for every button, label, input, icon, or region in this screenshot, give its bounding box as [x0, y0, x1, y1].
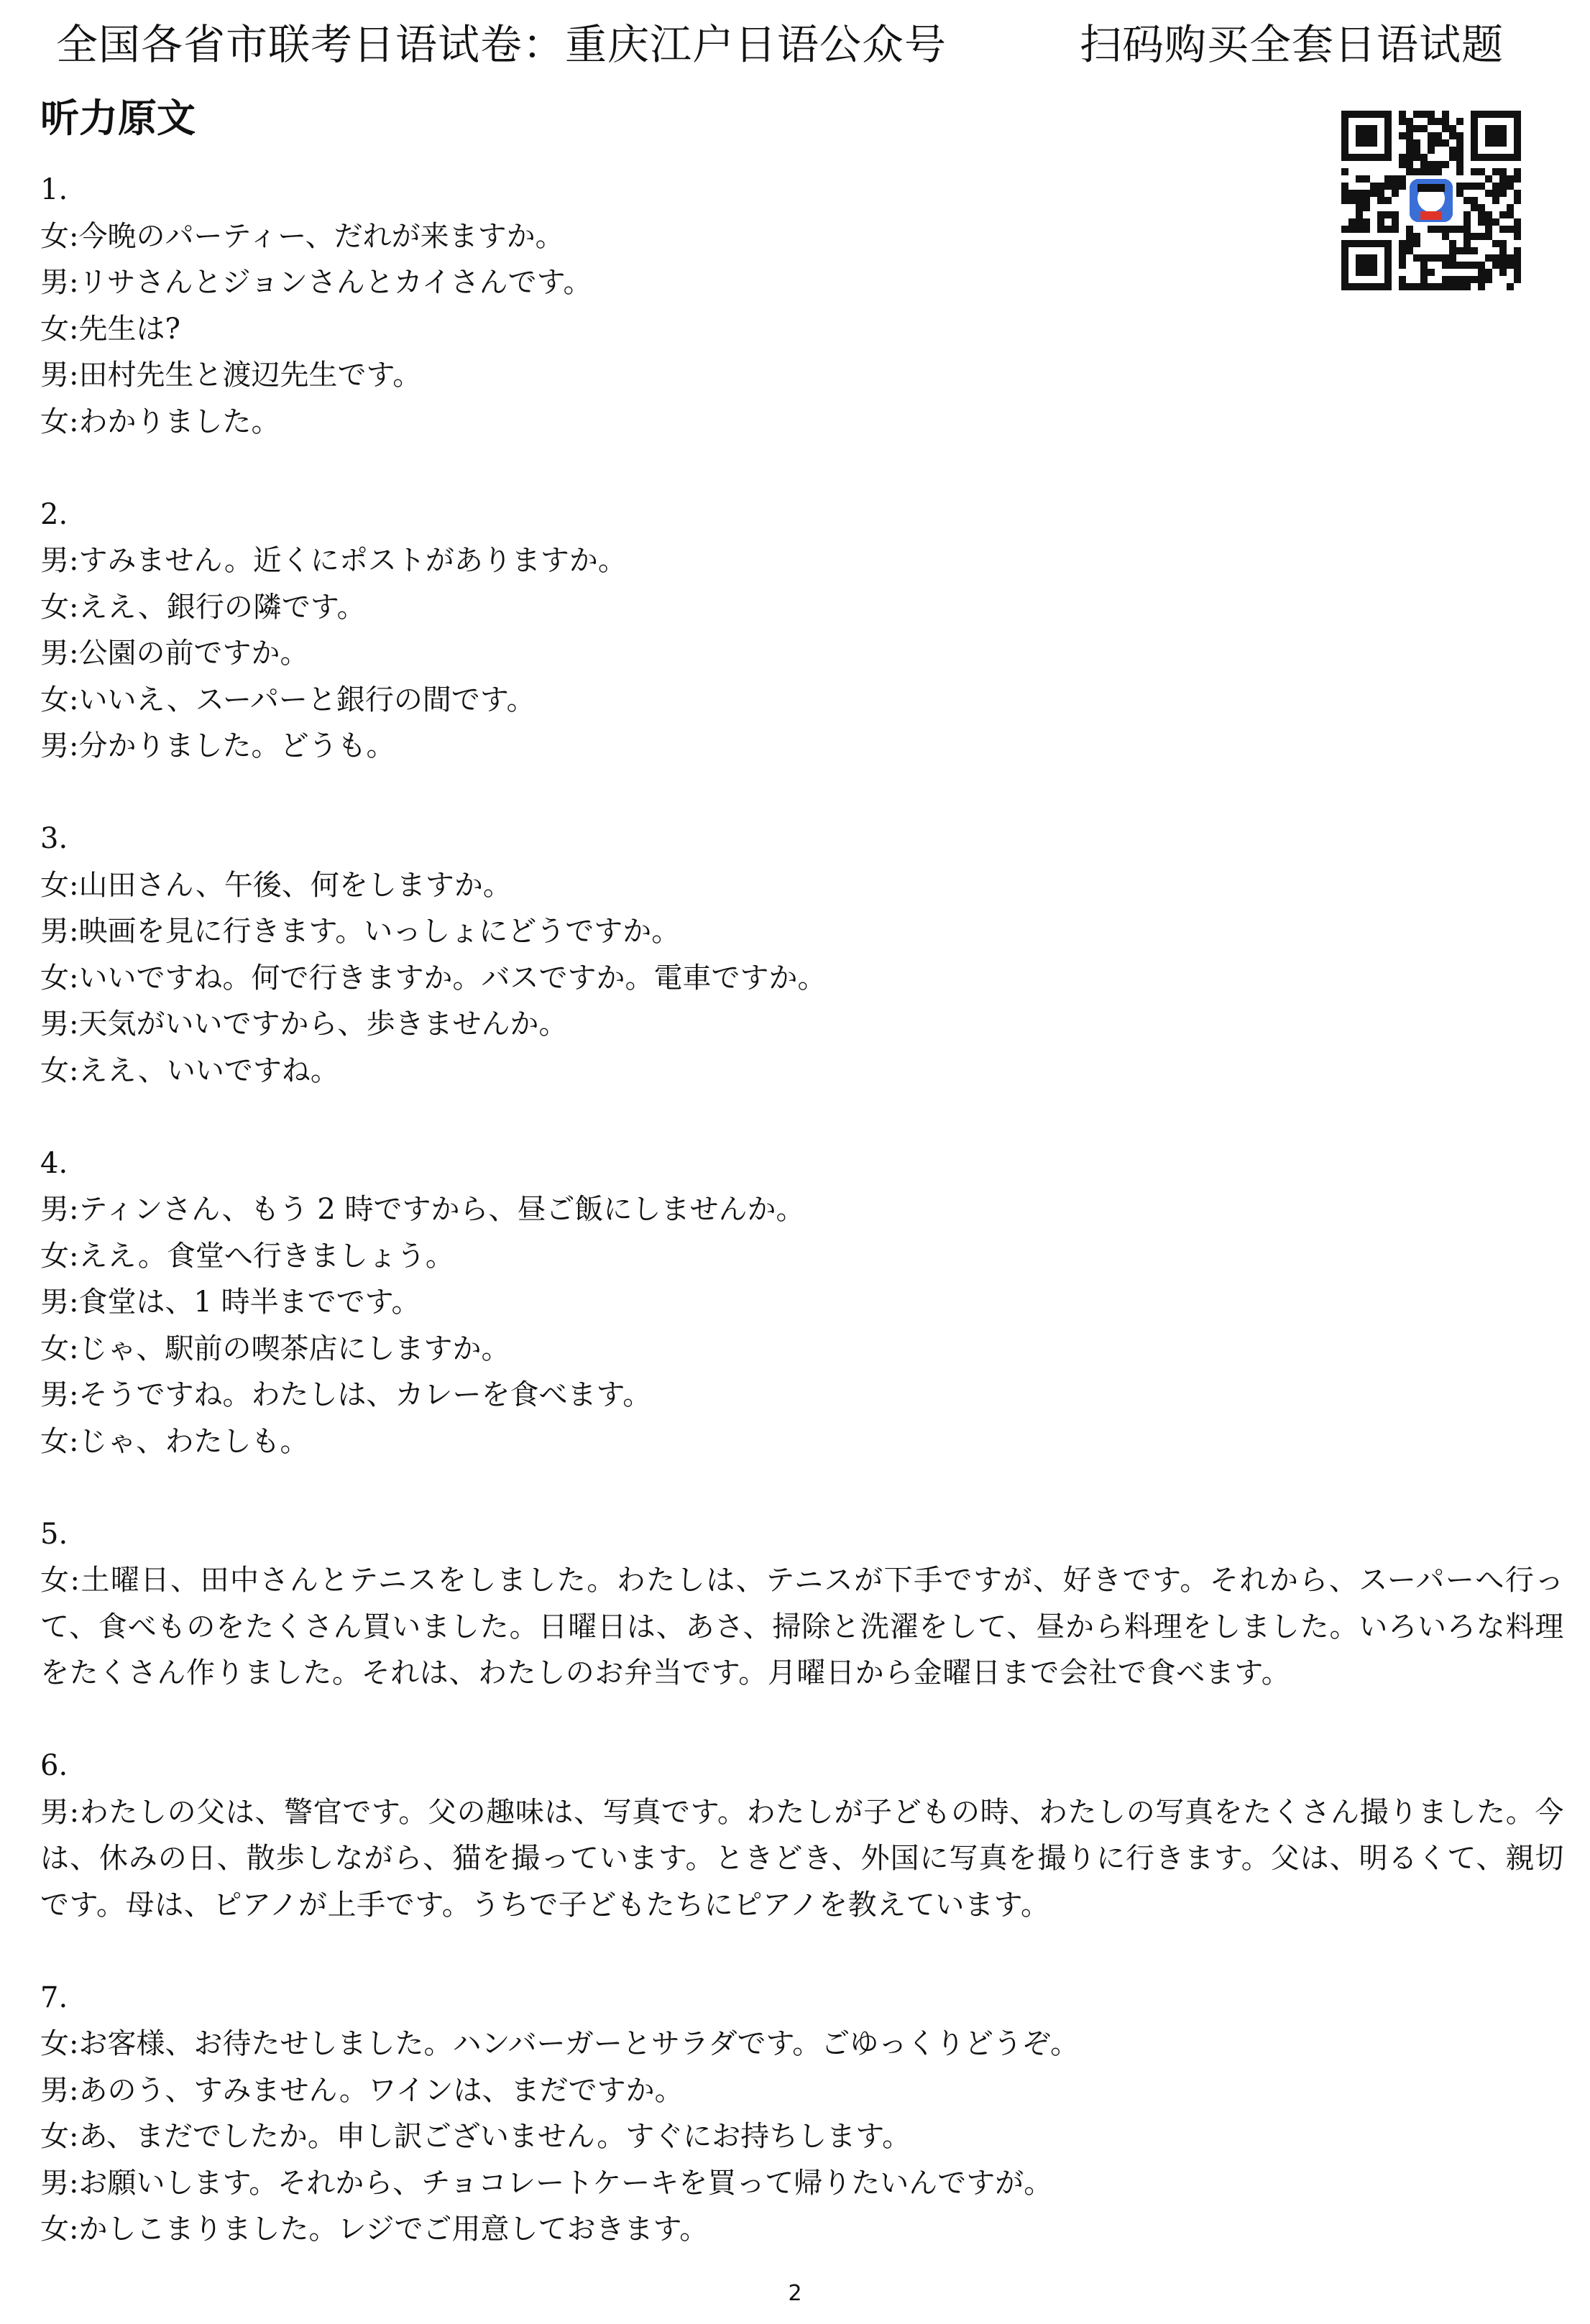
header-left-text: 全国各省市联考日语试卷：重庆江户日语公众号 [56, 20, 947, 69]
question-block-3 [40, 816, 1564, 1094]
dialogue-line: 女:お客様、お待たせしました。ハンバーガーとサラダです。ごゆっくりどうぞ。 [40, 2027, 1080, 2060]
dialogue-line: 女:かしこまりました。レジでご用意しておきます。 [40, 2213, 709, 2246]
dialogue-line: 女:ええ。食堂へ行きましょう。 [40, 1239, 454, 1273]
question-block-2 [40, 492, 1564, 770]
dialogue-line: 男:あのう、すみません。ワインは、まだですか。 [40, 2073, 684, 2107]
dialogue-line: 女:いいえ、スーパーと銀行の間です。 [40, 683, 536, 716]
section-title: 听力原文 [40, 96, 196, 141]
dialogue-line: 男:公園の前ですか。 [40, 637, 309, 670]
question-number: 2. [40, 497, 68, 531]
dialogue-line: 女:先生は? [40, 312, 180, 346]
question-block-5 [40, 1511, 1564, 1697]
dialogue-line: 女:じゃ、わたしも。 [40, 1424, 309, 1458]
question-number: 6. [40, 1749, 68, 1782]
page-header [0, 16, 1590, 73]
transcript [40, 167, 1564, 2299]
question-number: 1. [40, 173, 68, 206]
monologue-paragraph: 男:わたしの父は、警官です。父の趣味は、写真です。わたしが子どもの時、わたしの写真をたくさん撮りました。今は、休みの日、散歩しながら、猫を撮っています。ときどき、外国に写真を撮りに行きます。父は、明るくて、親切です。母は、ピアノが上手です。うちで子どもたちにピアノを教えています。 [40, 1795, 1564, 1922]
question-number: 4. [40, 1146, 68, 1180]
question-block-4 [40, 1140, 1564, 1465]
dialogue-line: 女:山田さん、午後、何をしますか。 [40, 868, 512, 902]
question-block-1 [40, 167, 1564, 445]
dialogue-line: 男:そうですね。わたしは、カレーを食べます。 [40, 1378, 652, 1411]
question-block-6 [40, 1743, 1564, 1928]
header-right-text: 扫码购买全套日语试题 [1080, 20, 1504, 69]
dialogue-line: 男:すみません。近くにポストがありますか。 [40, 544, 627, 577]
question-number: 5. [40, 1517, 68, 1551]
dialogue-line: 男:リサさんとジョンさんとカイさんです。 [40, 266, 592, 299]
question-number: 7. [40, 1981, 68, 2014]
dialogue-line: 男:ティンさん、もう 2 時ですから、昼ご飯にしませんか。 [40, 1193, 805, 1226]
dialogue-line: 女:ええ、銀行の隣です。 [40, 590, 366, 624]
monologue-paragraph: 女:土曜日、田中さんとテニスをしました。わたしは、テニスが下手ですが、好きです。それから、スーパーへ行って、食べものをたくさん買いました。日曜日は、あさ、掃除と洗濯をして、昼から料理をしました。いろいろな料理をたくさん作りました。それは、わたしのお弁当です。月曜日から金曜日まで会社で食べます。 [40, 1564, 1564, 1689]
page-number: 2 [788, 2281, 802, 2306]
dialogue-line: 女:今晩のパーティー、だれが来ますか。 [40, 219, 564, 253]
dialogue-line: 女:わかりました。 [40, 405, 280, 438]
dialogue-line: 男:天気がいいですから、歩きませんか。 [40, 1007, 568, 1041]
dialogue-line: 男:お願いします。それから、チョコレートケーキを買って帰りたいんですが。 [40, 2166, 1053, 2200]
dialogue-line: 女:じゃ、駅前の喫茶店にしますか。 [40, 1332, 510, 1365]
dialogue-line: 男:分かりました。どうも。 [40, 729, 395, 762]
dialogue-line: 女:ええ、いいですね。 [40, 1053, 339, 1087]
question-block-7 [40, 1975, 1564, 2253]
dialogue-line: 女:あ、まだでしたか。申し訳ございません。すぐにお持ちします。 [40, 2120, 911, 2153]
question-number: 3. [40, 822, 68, 855]
dialogue-line: 男:食堂は、1 時半までです。 [40, 1286, 421, 1319]
dialogue-line: 男:映画を見に行きます。いっしょにどうですか。 [40, 915, 681, 948]
dialogue-line: 男:田村先生と渡辺先生です。 [40, 359, 422, 392]
dialogue-line: 女:いいですね。何で行きますか。バスですか。電車ですか。 [40, 961, 827, 995]
